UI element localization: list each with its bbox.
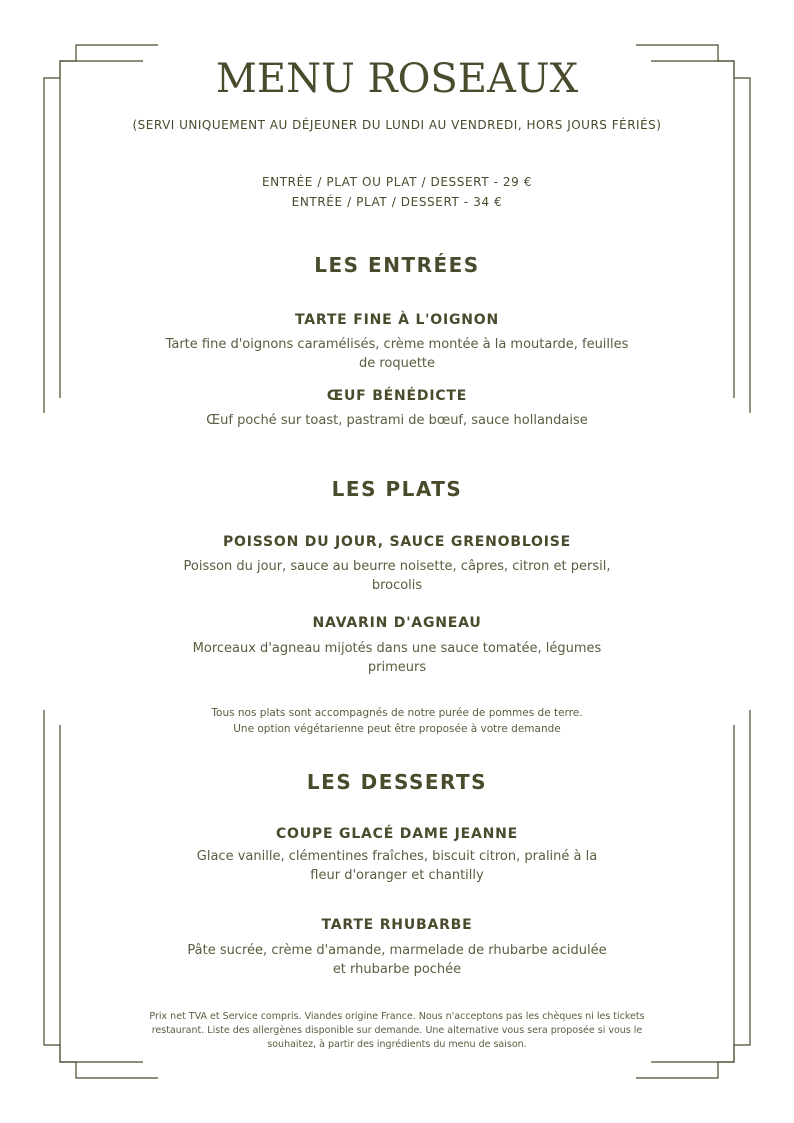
dish-name: ŒUF BÉNÉDICTE [326,388,468,404]
dish-name: TARTE FINE À L'OIGNON [294,312,499,328]
price-formula-34: ENTRÉE / PLAT / DESSERT - 34 € [291,195,503,209]
footer-legal-note: Prix net TVA et Service compris. Viandes origine France. Nous n'acceptons pas les chèques ni les tickets restaurant. Liste des allergènes disponible sur demande. Une alternative vous sera proposée si vous le souhaitez, à partir des ingrédients du menu de saison. [149,1011,645,1050]
plats-note: Tous nos plats sont accompagnés de notre purée de pommes de terre. Une option végétarienne peut être proposée à votre demande [211,707,583,735]
section-heading-desserts: LES DESSERTS [306,770,488,794]
menu-subtitle: (SERVI UNIQUEMENT AU DÉJEUNER DU LUNDI AU VENDREDI, HORS JOURS FÉRIÉS) [132,118,662,132]
section-heading-plats: LES PLATS [331,477,463,501]
dish-description: Œuf poché sur toast, pastrami de bœuf, sauce hollandaise [206,413,588,428]
dish-description: Pâte sucrée, crème d'amande, marmelade de rhubarbe acidulée et rhubarbe pochée [187,943,607,977]
dish-name: COUPE GLACÉ DAME JEANNE [275,826,519,842]
dish-name: NAVARIN D'AGNEAU [312,615,482,631]
price-formula-29: ENTRÉE / PLAT OU PLAT / DESSERT - 29 € [261,175,533,189]
dish-description: Morceaux d'agneau mijotés dans une sauce tomatée, légumes primeurs [192,641,602,675]
menu-title: MENU ROSEAUX [215,56,579,102]
dish-description: Tarte fine d'oignons caramélisés, crème montée à la moutarde, feuilles de roquette [165,337,629,371]
dish-description: Glace vanille, clémentines fraîches, biscuit citron, praliné à la fleur d'oranger et chantilly [196,849,598,883]
dish-description: Poisson du jour, sauce au beurre noisette, câpres, citron et persil, brocolis [183,559,611,593]
dish-name: TARTE RHUBARBE [321,917,473,933]
section-heading-entrees: LES ENTRÉES [314,253,480,277]
dish-name: POISSON DU JOUR, SAUCE GRENOBLOISE [222,534,572,550]
